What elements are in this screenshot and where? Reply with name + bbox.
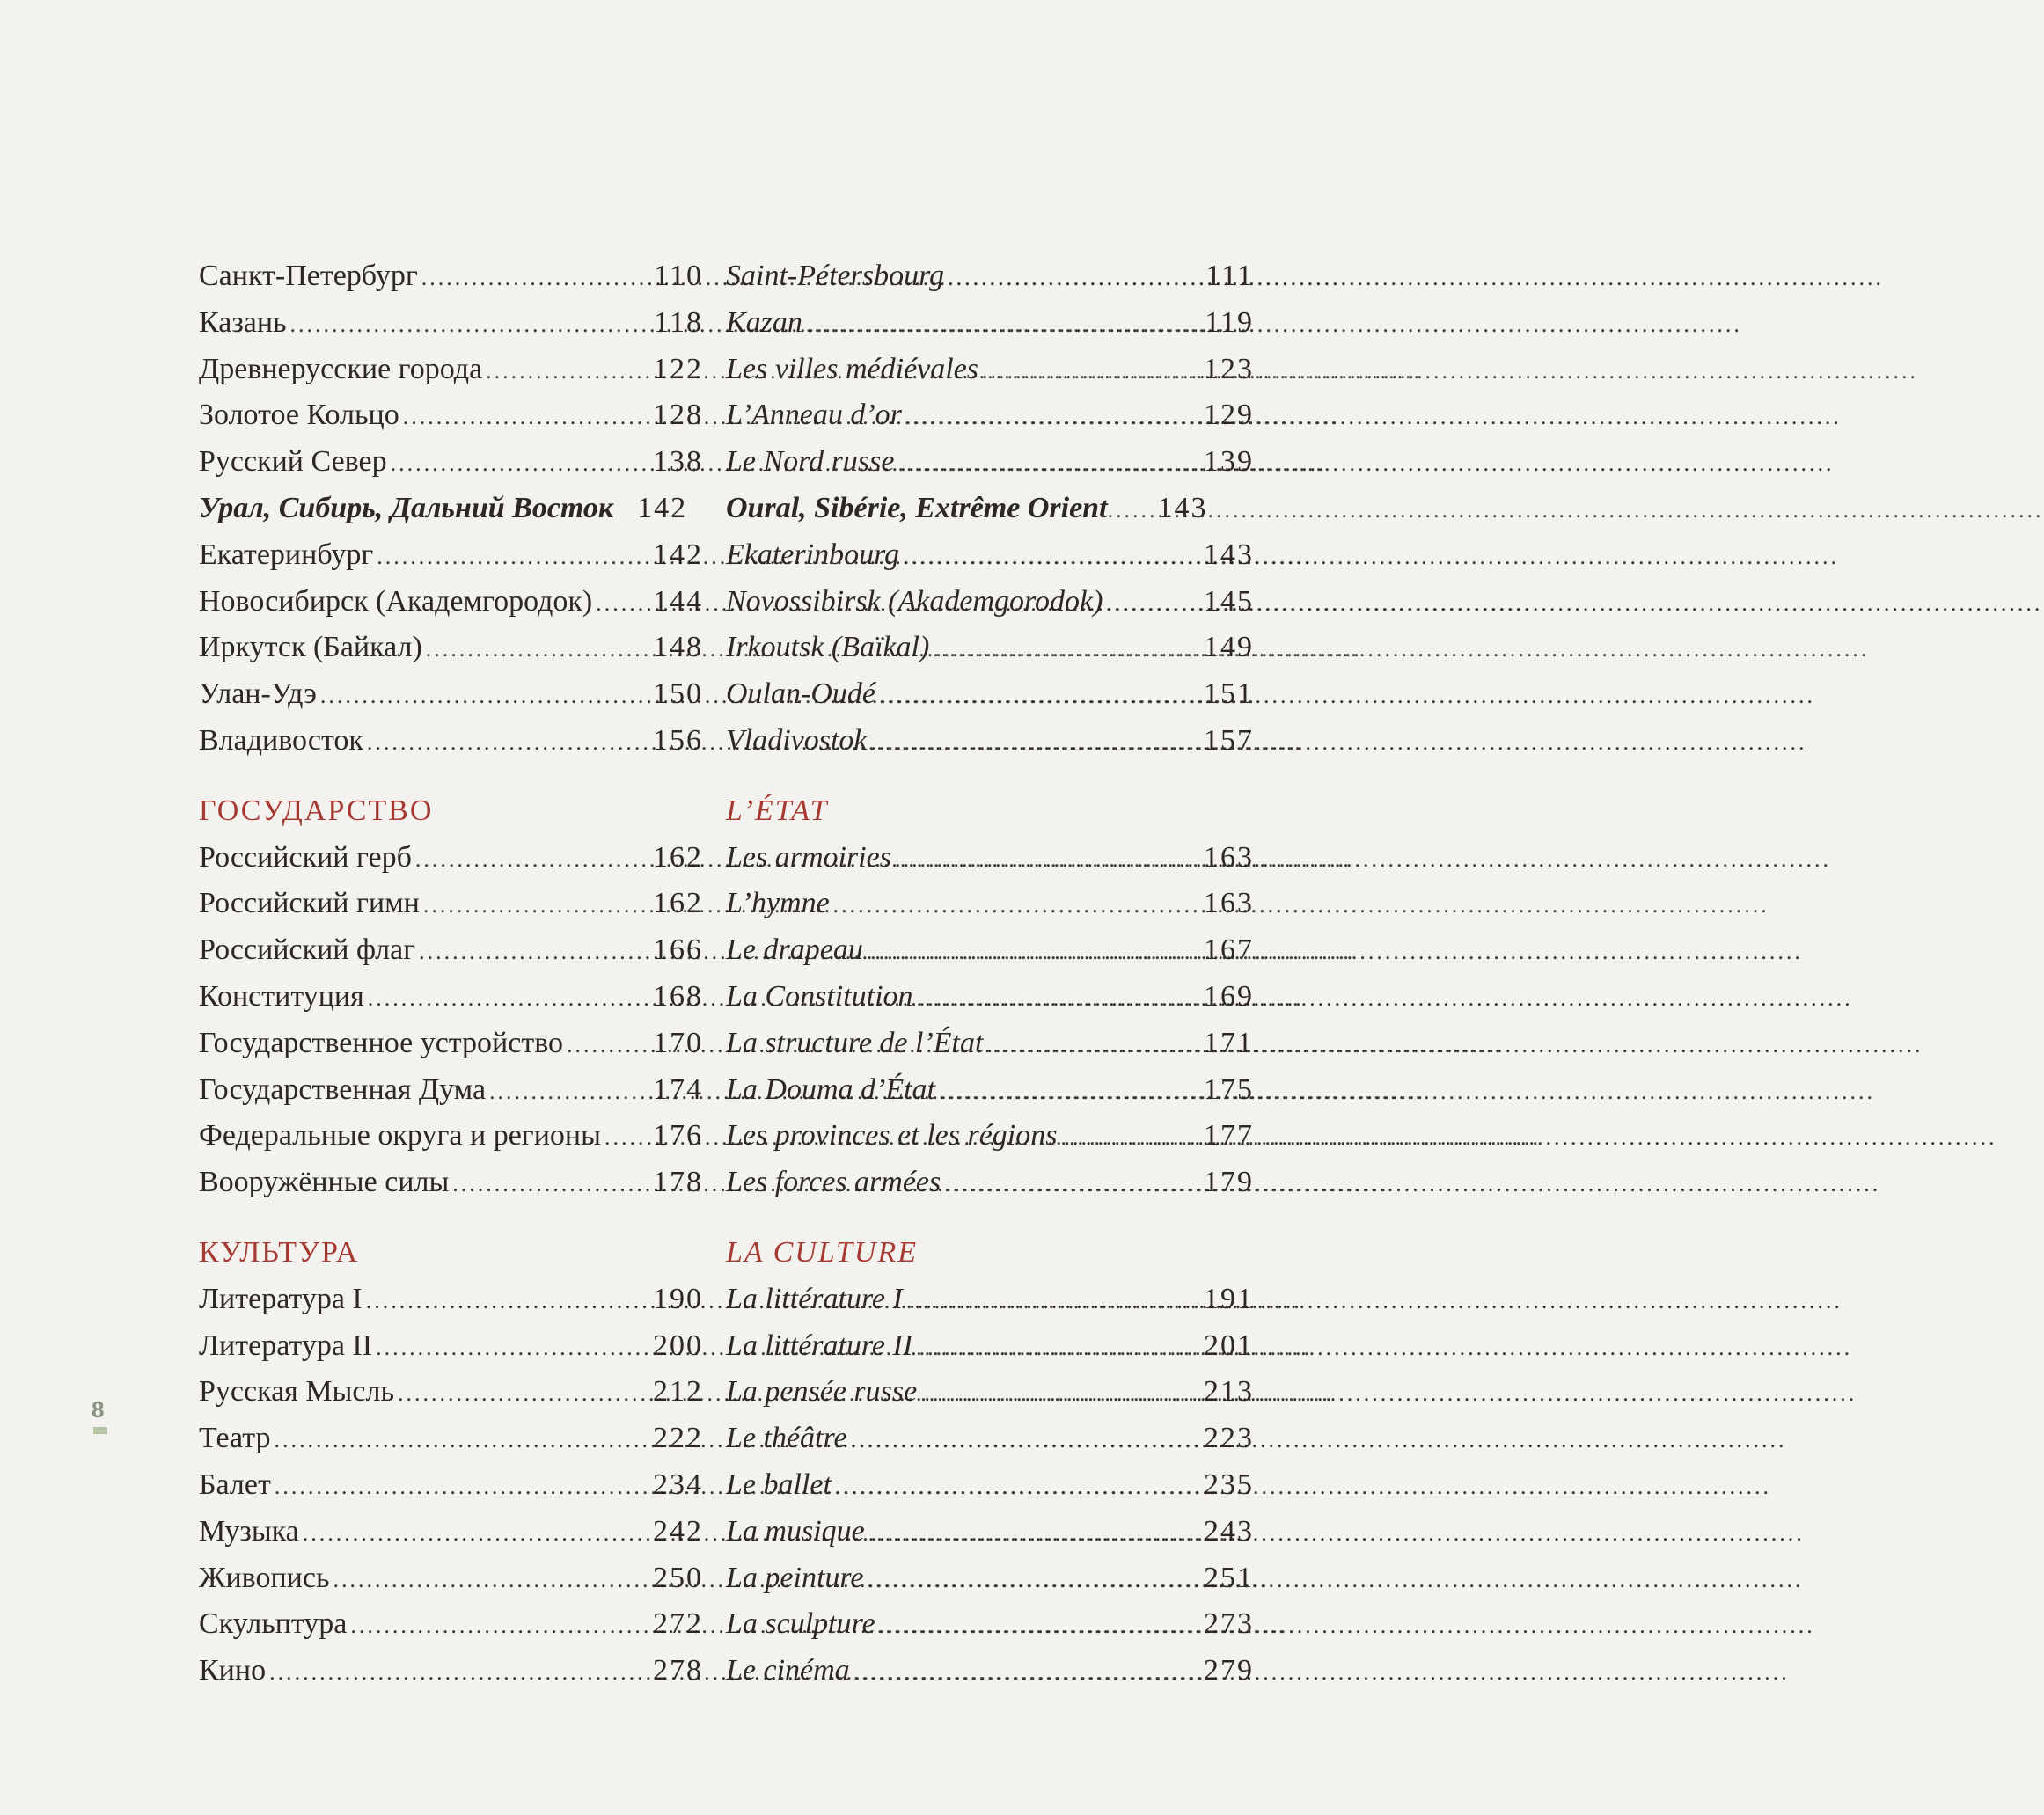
toc-entry[interactable] — [726, 1277, 1254, 1323]
dot-leader — [917, 976, 1183, 1022]
toc-entry-title: Русский Север — [199, 445, 387, 479]
toc-entry-page: 234 — [653, 1467, 703, 1501]
dot-leader — [290, 302, 629, 348]
toc-entry[interactable] — [199, 718, 703, 765]
toc-entry[interactable] — [726, 718, 1254, 765]
section-heading-state: ГОСУДАРСТВО — [199, 794, 434, 827]
toc-entry-page: 171 — [1204, 1026, 1254, 1059]
toc-entry[interactable] — [199, 1021, 703, 1067]
toc-entry[interactable] — [726, 253, 1254, 300]
dot-leader — [879, 673, 1183, 720]
toc-entry[interactable] — [726, 671, 1254, 718]
toc-entry[interactable] — [726, 1369, 1254, 1416]
toc-entry-title: La littérature II — [726, 1328, 913, 1362]
dot-leader — [948, 255, 1183, 302]
toc-entry[interactable] — [726, 486, 1254, 532]
toc-entry-page: 118 — [654, 305, 703, 339]
dot-leader — [871, 720, 1183, 766]
toc-entry-page: 139 — [1204, 445, 1254, 479]
toc-entry-title: Казань — [199, 305, 287, 339]
toc-entry-page: 162 — [653, 887, 703, 920]
toc-entry-page: 278 — [653, 1654, 703, 1687]
dot-leader — [1108, 487, 1138, 534]
toc-entry-title: Кино — [199, 1654, 267, 1687]
toc-entry[interactable] — [726, 927, 1254, 974]
toc-entry-page: 122 — [653, 352, 703, 385]
toc-entry-title: Le théâtre — [726, 1422, 847, 1455]
toc-entry-page: 223 — [1204, 1422, 1254, 1455]
toc-entry[interactable] — [726, 1160, 1254, 1206]
toc-entry[interactable] — [199, 1067, 703, 1114]
toc-entry-page: 143 — [1204, 538, 1254, 571]
toc-entry-title: Irkoutsk (Baïkal) — [726, 631, 930, 664]
toc-entry[interactable] — [199, 1648, 703, 1694]
toc-entry-title: Российский гимн — [199, 887, 420, 920]
toc-entry-title: La littérature I — [726, 1282, 903, 1315]
toc-entry-title: Les forces armées — [726, 1166, 941, 1199]
dot-leader — [423, 882, 629, 929]
toc-entry-title: Музыка — [199, 1514, 299, 1548]
toc-entry-page: 250 — [653, 1561, 703, 1594]
dot-leader — [835, 1464, 1183, 1511]
russian-toc-column — [199, 253, 703, 1694]
toc-entry[interactable] — [199, 253, 703, 300]
dot-leader — [906, 1278, 1183, 1325]
dot-leader — [920, 1371, 1183, 1417]
dot-leader — [452, 1161, 629, 1208]
toc-entry-page: 110 — [654, 260, 703, 292]
toc-entry-title: Федеральные округа и регионы — [199, 1119, 601, 1153]
toc-entry[interactable] — [726, 579, 1254, 626]
toc-entry-title: Иркутск (Байкал) — [199, 631, 422, 664]
toc-entry[interactable] — [199, 1462, 703, 1509]
toc-entry[interactable] — [199, 486, 703, 532]
toc-entry-page: 279 — [1204, 1654, 1254, 1687]
toc-entry-title: Государственное устройство — [199, 1026, 564, 1059]
toc-entry-title: La Douma d’État — [726, 1072, 935, 1106]
dot-leader — [851, 1417, 1183, 1464]
toc-entry-page: 169 — [1204, 979, 1254, 1013]
toc-entry-page: 145 — [1204, 584, 1254, 618]
toc-entry-page: 168 — [653, 979, 703, 1013]
toc-entry-title: Литература II — [199, 1328, 373, 1362]
toc-entry-title: Le cinéma — [726, 1654, 850, 1687]
toc-entry[interactable] — [199, 671, 703, 718]
toc-entry[interactable] — [199, 1113, 703, 1160]
toc-entry-page: 156 — [653, 723, 703, 757]
toc-entry[interactable] — [726, 1601, 1254, 1648]
dot-leader — [489, 1069, 629, 1116]
toc-entry-page: 175 — [1204, 1072, 1254, 1106]
toc-entry-title: Санкт-Петербург — [199, 260, 418, 292]
dot-leader — [895, 837, 1183, 883]
toc-entry-page: 176 — [653, 1119, 703, 1153]
dot-leader — [939, 1069, 1183, 1116]
toc-entry-title: Владивосток — [199, 723, 363, 757]
toc-entry-page: 170 — [653, 1026, 703, 1059]
dot-leader — [879, 1603, 1183, 1650]
dot-leader — [986, 1022, 1183, 1069]
toc-entry[interactable] — [199, 1509, 703, 1555]
toc-entry-title: Театр — [199, 1422, 271, 1455]
dot-leader — [320, 673, 629, 720]
toc-entry-title: Улан-Удэ — [199, 677, 317, 711]
toc-entry-title: Novossibirsk (Akademgorodok) — [726, 584, 1103, 618]
toc-entry-title: Живопись — [199, 1561, 330, 1594]
dot-leader — [867, 929, 1183, 976]
dot-leader — [269, 1650, 629, 1696]
toc-entry-title: Русская Мысль — [199, 1375, 394, 1409]
toc-entry[interactable] — [726, 347, 1254, 393]
toc-entry-page: 191 — [1204, 1282, 1254, 1315]
toc-entry-title: Le ballet — [726, 1467, 832, 1501]
toc-entry-page: 150 — [653, 677, 703, 711]
section-gap — [726, 765, 1254, 788]
toc-entry-page: 212 — [653, 1375, 703, 1409]
toc-entry[interactable] — [199, 392, 703, 439]
toc-entry[interactable] — [199, 927, 703, 974]
toc-entry-page: 138 — [653, 445, 703, 479]
toc-entry[interactable] — [726, 881, 1254, 927]
toc-entry[interactable] — [199, 532, 703, 579]
toc-entry-page: 129 — [1204, 399, 1254, 432]
toc-entry-page: 177 — [1204, 1119, 1254, 1153]
toc-entry-title: Ekaterinbourg — [726, 538, 900, 571]
toc-entry-title: La pensée russe — [726, 1375, 918, 1409]
toc-entry-page: 111 — [1205, 260, 1254, 292]
dot-leader — [853, 1650, 1183, 1696]
dot-leader — [903, 534, 1183, 581]
toc-entry-title: Saint-Pétersbourg — [726, 260, 945, 292]
toc-entry[interactable] — [199, 1277, 703, 1323]
toc-entry[interactable] — [199, 1369, 703, 1416]
toc-entry[interactable] — [726, 1021, 1254, 1067]
toc-entry-page: 179 — [1204, 1166, 1254, 1199]
toc-entry-title: Le Nord russe — [726, 445, 895, 479]
toc-entry-title: Oural, Sibérie, Extrême Orient — [726, 491, 1108, 524]
toc-entry-title: Литература I — [199, 1282, 363, 1315]
dot-leader — [916, 1325, 1183, 1372]
dot-leader — [596, 581, 629, 627]
toc-entry-page: 119 — [1205, 305, 1254, 339]
toc-entry-title: Екатеринбург — [199, 538, 374, 571]
toc-entry[interactable] — [199, 439, 703, 486]
toc-entry-title: La peinture — [726, 1561, 864, 1594]
toc-entry-title: Вооружённые силы — [199, 1166, 450, 1199]
toc-entry-title: Золотое Кольцо — [199, 399, 399, 432]
dot-leader — [403, 394, 629, 441]
toc-entry-page: 273 — [1204, 1607, 1254, 1641]
dot-leader — [1060, 1115, 1183, 1161]
section-heading-culture: КУЛЬТУРА — [199, 1235, 360, 1269]
toc-entry-title: Le drapeau — [726, 933, 863, 967]
toc-entry-page: 162 — [653, 840, 703, 874]
toc-entry[interactable] — [199, 1323, 703, 1370]
toc-entry-page: 157 — [1204, 723, 1254, 757]
toc-entry[interactable] — [726, 1462, 1254, 1509]
toc-entry-page: 151 — [1204, 677, 1254, 711]
dot-leader — [567, 1022, 629, 1069]
toc-entry-title: La Constitution — [726, 979, 913, 1013]
toc-entry-title: Российский флаг — [199, 933, 416, 967]
dot-leader — [274, 1417, 629, 1464]
toc-entry-title: La musique — [726, 1514, 865, 1548]
toc-entry[interactable] — [726, 1416, 1254, 1462]
toc-entry-title: Государственная Дума — [199, 1072, 487, 1106]
toc-entry-title: Oulan-Oudé — [726, 677, 875, 711]
dot-leader — [275, 1464, 629, 1511]
dot-leader — [398, 1371, 629, 1417]
toc-entry[interactable] — [199, 835, 703, 882]
toc-entry-title: Древнерусские города — [199, 352, 483, 385]
toc-entry-page: 123 — [1204, 352, 1254, 385]
dot-leader — [944, 1161, 1183, 1208]
toc-entry[interactable] — [726, 1555, 1254, 1602]
toc-entry[interactable] — [199, 1601, 703, 1648]
dot-leader — [933, 626, 1183, 673]
toc-entry-title: Конституция — [199, 979, 364, 1013]
section-gap — [199, 1206, 703, 1230]
toc-entry-title: L’Anneau d’or — [726, 399, 902, 432]
dot-leader — [366, 1278, 629, 1325]
toc-entry[interactable] — [199, 347, 703, 393]
dot-leader — [833, 882, 1183, 929]
toc-entry[interactable] — [726, 1067, 1254, 1114]
section-heading-state: L’ÉTAT — [726, 794, 829, 827]
toc-entry-title: Vladivostok — [726, 723, 868, 757]
toc-entry-page: 242 — [653, 1514, 703, 1548]
toc-entry-page: 163 — [1204, 840, 1254, 874]
toc-entry-page: 143 — [1157, 491, 1208, 524]
toc-entry-page: 272 — [653, 1607, 703, 1641]
toc-entry-page: 222 — [653, 1422, 703, 1455]
dot-leader — [367, 720, 629, 766]
dot-leader — [333, 1557, 629, 1604]
dot-leader — [368, 976, 629, 1022]
toc-entry[interactable] — [199, 625, 703, 671]
toc-entry[interactable] — [726, 1323, 1254, 1370]
toc-entry-title: Новосибирск (Академгородок) — [199, 584, 593, 618]
toc-entry-page: 167 — [1204, 933, 1254, 967]
dot-leader — [905, 394, 1183, 441]
page-number-marker — [93, 1427, 107, 1434]
toc-entry-page: 213 — [1204, 1375, 1254, 1409]
dot-leader — [604, 1115, 629, 1161]
toc-entry-title: Les armoiries — [726, 840, 891, 874]
toc-entry[interactable] — [726, 532, 1254, 579]
toc-entry[interactable] — [199, 1160, 703, 1206]
dot-leader — [486, 348, 629, 395]
toc-entry-page: 142 — [653, 538, 703, 571]
dot-leader — [897, 441, 1183, 487]
toc-entry[interactable] — [199, 1416, 703, 1462]
toc-entry-title: Скульптура — [199, 1607, 348, 1641]
toc-entry[interactable] — [199, 579, 703, 626]
toc-entry-page: 142 — [637, 491, 688, 524]
toc-entry[interactable] — [726, 974, 1254, 1021]
toc-entry-page: 178 — [653, 1166, 703, 1199]
toc-entry[interactable] — [199, 881, 703, 927]
toc-entry-title: L’hymne — [726, 887, 830, 920]
toc-entry-title: Les provinces et les régions — [726, 1119, 1058, 1153]
toc-entry[interactable] — [726, 835, 1254, 882]
dot-leader — [426, 626, 629, 673]
dot-leader — [868, 1511, 1183, 1557]
toc-entry-page: 200 — [653, 1328, 703, 1362]
dot-leader — [421, 255, 629, 302]
section-gap — [199, 765, 703, 788]
toc-entry-page: 149 — [1204, 631, 1254, 664]
dot-leader — [1106, 581, 1183, 627]
toc-entry-page: 166 — [653, 933, 703, 967]
dot-leader — [415, 837, 629, 883]
section-heading-culture: LA CULTURE — [726, 1235, 919, 1269]
dot-leader — [376, 1325, 629, 1372]
toc-entry-title: La sculpture — [726, 1607, 875, 1641]
dot-leader — [391, 441, 629, 487]
dot-leader — [419, 929, 629, 976]
toc-entry-page: 174 — [653, 1072, 703, 1106]
dot-leader — [350, 1603, 629, 1650]
toc-entry[interactable] — [199, 974, 703, 1021]
toc-entry-title: Les villes médiévales — [726, 352, 979, 385]
page-number: 8 — [92, 1396, 105, 1423]
toc-entry-page: 128 — [653, 399, 703, 432]
toc-entry[interactable] — [199, 300, 703, 347]
toc-entry[interactable] — [726, 300, 1254, 347]
dot-leader — [377, 534, 629, 581]
toc-entry-page: 243 — [1204, 1514, 1254, 1548]
toc-entry[interactable] — [726, 439, 1254, 486]
toc-entry-page: 251 — [1204, 1561, 1254, 1594]
toc-entry[interactable] — [199, 1555, 703, 1602]
toc-entry-page: 201 — [1204, 1328, 1254, 1362]
toc-entry-page: 190 — [653, 1282, 703, 1315]
toc-entry-page: 235 — [1204, 1467, 1254, 1501]
toc-entry[interactable] — [726, 392, 1254, 439]
toc-entry-title: La structure de l’État — [726, 1026, 984, 1059]
toc-entry[interactable] — [726, 1113, 1254, 1160]
toc-entry-page: 163 — [1204, 887, 1254, 920]
dot-leader — [806, 302, 1183, 348]
toc-entry-page: 144 — [653, 584, 703, 618]
toc-entry-page: 148 — [653, 631, 703, 664]
dot-leader — [867, 1557, 1183, 1604]
toc-entry-title: Kazan — [726, 305, 802, 339]
toc-entry[interactable] — [726, 625, 1254, 671]
dot-leader — [982, 348, 1183, 395]
toc-entry-title: Балет — [199, 1467, 271, 1501]
toc-entry[interactable] — [726, 1509, 1254, 1555]
toc-entry-title: Урал, Сибирь, Дальний Восток — [199, 491, 614, 524]
french-toc-column — [726, 253, 1254, 1694]
toc-entry[interactable] — [726, 1648, 1254, 1694]
section-gap — [726, 1206, 1254, 1230]
dot-leader — [303, 1511, 629, 1557]
toc-entry-title: Российский герб — [199, 840, 412, 874]
